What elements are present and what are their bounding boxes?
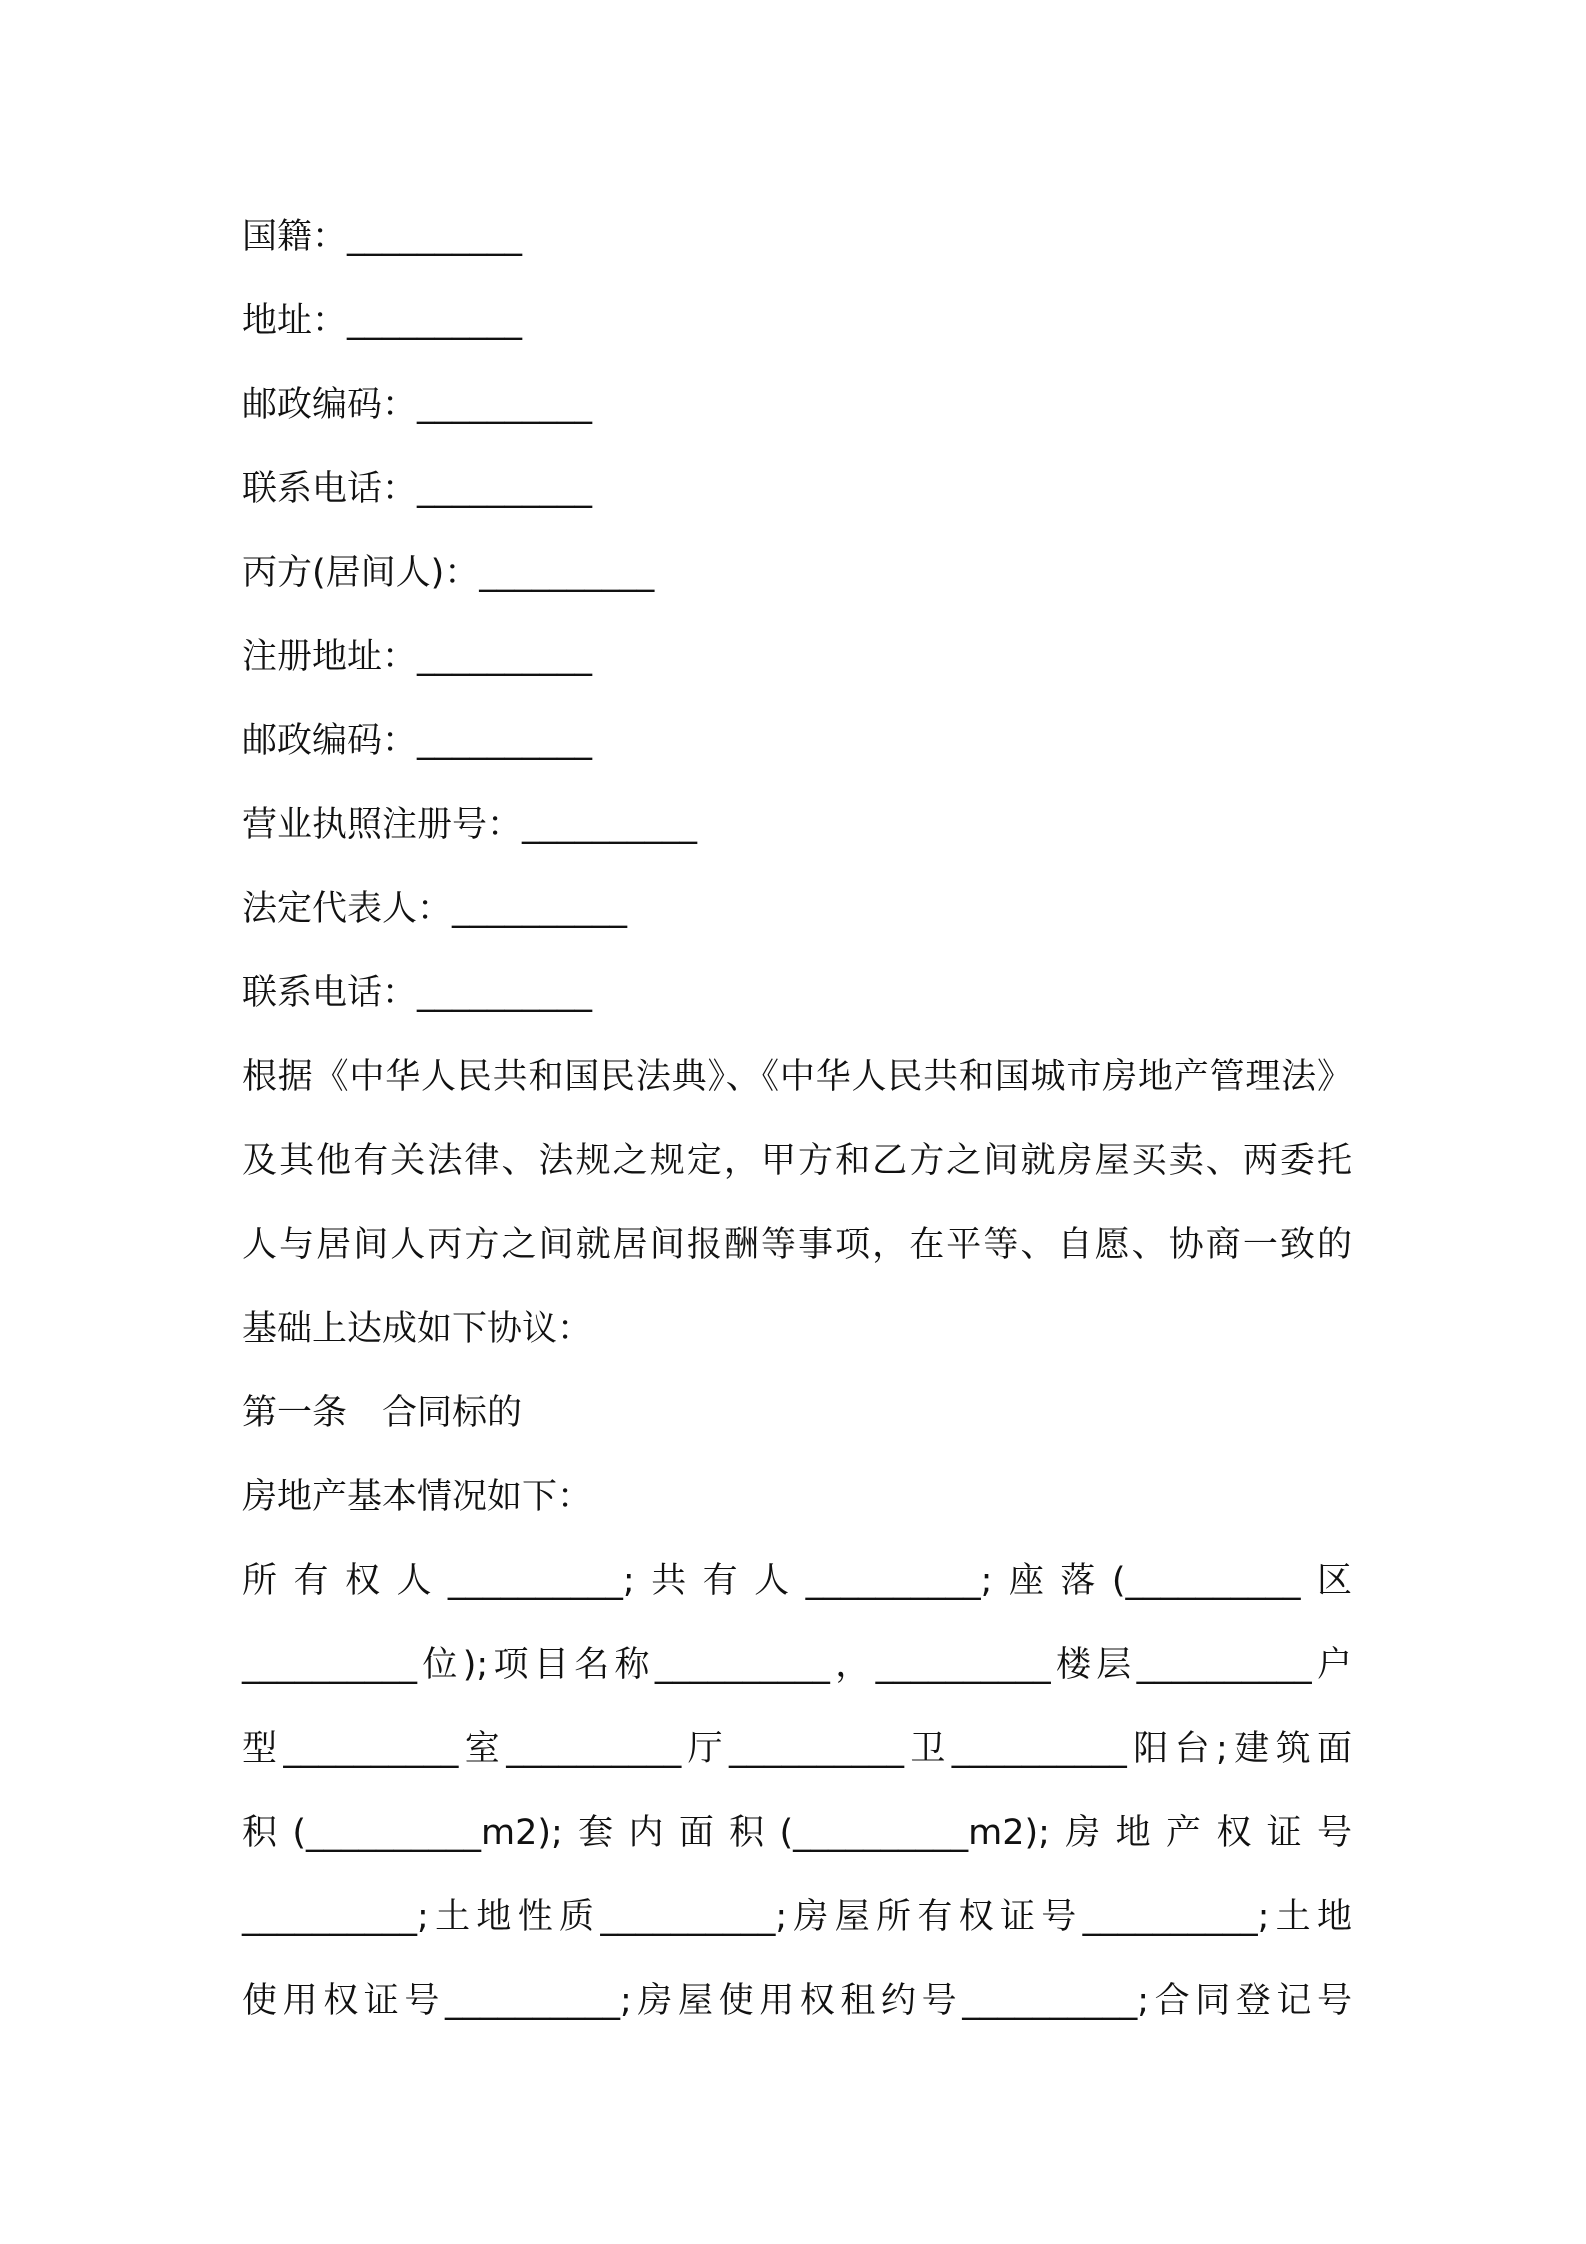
- field-phone: 联系电话：__________: [242, 469, 593, 509]
- article-title: 第一条 合同标的: [242, 1393, 523, 1433]
- property-row: __________位);项目名称__________，__________楼层__________户: [242, 1645, 1352, 1685]
- field-postal-code: 邮政编码：__________: [242, 385, 593, 425]
- intro-row: 基础上达成如下协议：: [242, 1309, 593, 1349]
- field-registered-address: 注册地址：__________: [242, 637, 593, 677]
- property-row: __________;土地性质__________;房屋所有权证号__________;土地: [242, 1897, 1352, 1937]
- property-row: 所有权人__________;共有人__________;座落(__________区: [242, 1561, 1352, 1601]
- field-party-c-intermediary: 丙方(居间人)：__________: [242, 553, 655, 593]
- intro-row: 及其他有关法律、法规之规定，甲方和乙方之间就房屋买卖、两委托: [242, 1141, 1352, 1181]
- intro-row: 根据《中华人民共和国民法典》、《中华人民共和国城市房地产管理法》: [242, 1057, 1352, 1097]
- field-business-license-no: 营业执照注册号：__________: [242, 805, 698, 845]
- field-phone-c: 联系电话：__________: [242, 973, 593, 1013]
- property-row: 使用权证号__________;房屋使用权租约号__________;合同登记号: [242, 1981, 1352, 2021]
- field-legal-representative: 法定代表人：__________: [242, 889, 628, 929]
- property-row: 型__________室__________厅__________卫__________阳台;建筑面: [242, 1729, 1352, 1769]
- field-address: 地址：__________: [242, 301, 523, 341]
- property-paragraph: [242, 1539, 1352, 2043]
- document-body: [242, 195, 1352, 2043]
- property-row: 积(__________m2);套内面积(__________m2);房地产权证号: [242, 1813, 1352, 1853]
- intro-row: 人与居间人丙方之间就居间报酬等事项，在平等、自愿、协商一致的: [242, 1225, 1352, 1265]
- field-postal-code-c: 邮政编码：__________: [242, 721, 593, 761]
- intro-paragraph: [242, 1035, 1352, 1371]
- property-heading: 房地产基本情况如下：: [242, 1477, 593, 1517]
- field-nationality: 国籍：__________: [242, 217, 523, 257]
